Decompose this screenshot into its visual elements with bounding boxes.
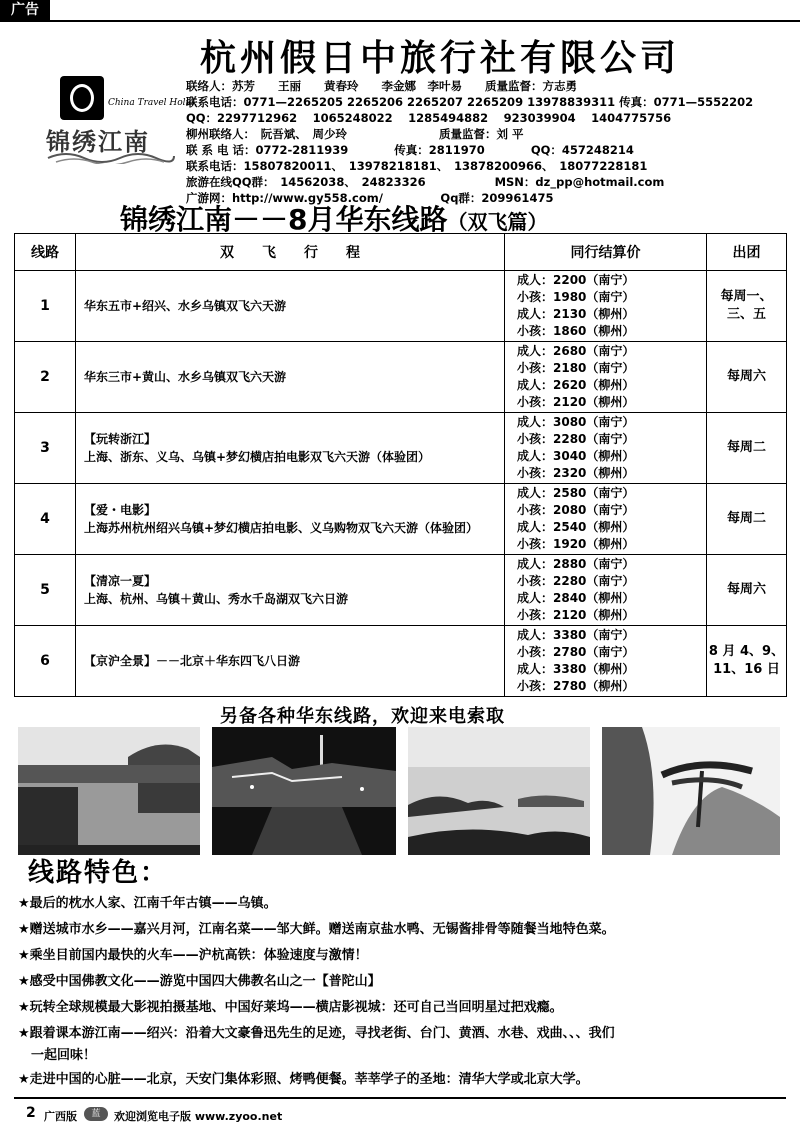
table-row xyxy=(15,555,787,626)
price-line: 成人：2540（柳州） xyxy=(517,520,635,534)
feature-item: 一起回味！ xyxy=(18,1048,97,1063)
route-number: 1 xyxy=(15,271,76,342)
company-name: 杭州假日中旅行社有限公司 xyxy=(200,38,681,79)
contact-line-1: 联络人：苏芳 王丽 黄春玲 李金娜 李叶易 质量监督：方志勇 xyxy=(186,79,577,93)
route-prices xyxy=(505,626,707,697)
price-line: 成人：2130（柳州） xyxy=(517,307,635,321)
logo-wave-icon xyxy=(46,150,176,164)
page-headline xyxy=(120,198,547,238)
header-departure: 出团 xyxy=(707,234,787,271)
route-prices xyxy=(505,271,707,342)
contact-line-5: 联 系 电 话：0772-2811939 传真：2811970 QQ：457248214 xyxy=(186,143,634,157)
price-line: 小孩：2780（柳州） xyxy=(517,679,635,693)
top-rule xyxy=(0,20,800,22)
contact-line-4: 柳州联络人： 阮吾斌、 周少玲 质量监督：刘 平 xyxy=(186,127,524,141)
price-line: 小孩：2780（南宁） xyxy=(517,645,635,659)
contact-line-6: 联系电话：15807820011、 13978218181、 13878200966、 18077228181 xyxy=(186,159,648,173)
route-itinerary: 华东三市+黄山、水乡乌镇双飞六天游 xyxy=(76,342,505,413)
ad-tag: 广告 xyxy=(0,0,50,20)
price-line: 成人：2840（柳州） xyxy=(517,591,635,605)
feature-item: ★感受中国佛教文化——游览中国四大佛教名山之一【普陀山】 xyxy=(18,974,381,989)
footer-rule xyxy=(14,1097,786,1099)
table-row xyxy=(15,342,787,413)
route-number: 6 xyxy=(15,626,76,697)
price-line: 成人：3040（柳州） xyxy=(517,449,635,463)
route-itinerary: 【清凉一夏】 上海、杭州、乌镇＋黄山、秀水千岛湖双飞六日游 xyxy=(76,555,505,626)
price-line: 小孩：1920（柳州） xyxy=(517,537,635,551)
route-number: 2 xyxy=(15,342,76,413)
table-header-row xyxy=(15,234,787,271)
page-number: 2 xyxy=(26,1105,36,1121)
table-row xyxy=(15,626,787,697)
edition-label: 广西版 xyxy=(44,1110,77,1123)
edition-badge: 蓝 xyxy=(84,1107,108,1121)
route-itinerary: 【京沪全景】－－北京＋华东四飞八日游 xyxy=(76,626,505,697)
more-routes-note: 另备各种华东线路，欢迎来电索取 xyxy=(220,706,505,727)
route-departure: 每周一、三、五 xyxy=(707,271,787,342)
contact-line-3: QQ：2297712962 1065248022 1285494882 923039904 1404775756 xyxy=(186,111,672,125)
price-line: 小孩：2120（柳州） xyxy=(517,608,635,622)
route-departure: 每周六 xyxy=(707,342,787,413)
price-line: 成人：2200（南宁） xyxy=(517,273,635,287)
table-row xyxy=(15,484,787,555)
route-itinerary: 华东五市+绍兴、水乡乌镇双飞六天游 xyxy=(76,271,505,342)
price-line: 成人：2880（南宁） xyxy=(517,557,635,571)
logo-english-text: China Travel Holid. xyxy=(108,98,198,108)
header-price: 同行结算价 xyxy=(505,234,707,271)
route-itinerary: 【爱・电影】 上海苏州杭州绍兴乌镇+梦幻横店拍电影、义乌购物双飞六天游（体验团） xyxy=(76,484,505,555)
route-prices xyxy=(505,413,707,484)
price-line: 成人：2620（柳州） xyxy=(517,378,635,392)
feature-item: ★赠送城市水乡——嘉兴月河，江南名菜——邹大鲜。赠送南京盐水鸭、无锡酱排骨等随餐当地特色菜。 xyxy=(18,922,615,937)
route-number: 5 xyxy=(15,555,76,626)
route-prices xyxy=(505,555,707,626)
route-prices xyxy=(505,342,707,413)
header-route-no: 线路 xyxy=(15,234,76,271)
feature-item: ★走进中国的心脏——北京，天安门集体彩照、烤鸭便餐。莘莘学子的圣地：清华大学或北京大学。 xyxy=(18,1072,589,1087)
table-row xyxy=(15,413,787,484)
route-departure: 每周六 xyxy=(707,555,787,626)
feature-item: ★玩转全球规模最大影视拍摄基地、中国好莱坞——横店影视城：还可自己当回明星过把戏瘾。 xyxy=(18,1000,563,1015)
price-line: 成人：3380（南宁） xyxy=(517,628,635,642)
thousand-island-lake-photo xyxy=(408,727,590,855)
price-line: 成人：2580（南宁） xyxy=(517,486,635,500)
feature-item: ★乘坐目前国内最快的火车——沪杭高铁：体验速度与激情！ xyxy=(18,948,368,963)
header-itinerary: 双 飞 行 程 xyxy=(76,234,505,271)
feature-item: ★最后的枕水人家、江南千年古镇——乌镇。 xyxy=(18,896,277,911)
headline-main: 锦绣江南－－8月华东线路 xyxy=(120,203,448,236)
headline-sub: （双飞篇） xyxy=(447,210,548,234)
price-line: 小孩：2280（南宁） xyxy=(517,574,635,588)
routes-table xyxy=(14,233,787,697)
price-line: 成人：2680（南宁） xyxy=(517,344,635,358)
route-number: 4 xyxy=(15,484,76,555)
price-line: 小孩：2120（柳州） xyxy=(517,395,635,409)
website-note: 欢迎浏览电子版 www.zyoo.net xyxy=(114,1110,283,1123)
route-departure: 每周二 xyxy=(707,484,787,555)
price-line: 小孩：2320（柳州） xyxy=(517,466,635,480)
price-line: 成人：3080（南宁） xyxy=(517,415,635,429)
route-departure: 8 月 4、9、 11、16 日 xyxy=(707,626,787,697)
night-canal-photo xyxy=(212,727,396,855)
features-title: 线路特色： xyxy=(28,858,169,888)
logo-chinese-text: 锦绣江南 xyxy=(46,127,150,156)
price-line: 小孩：2180（南宁） xyxy=(517,361,635,375)
route-prices xyxy=(505,484,707,555)
contact-line-8: 广游网：http://www.gy558.com/ Qq群：209961475 xyxy=(186,191,554,205)
price-line: 小孩：1980（南宁） xyxy=(517,290,635,304)
route-itinerary: 【玩转浙江】 上海、浙东、义乌、乌镇+梦幻横店拍电影双飞六天游（体验团） xyxy=(76,413,505,484)
price-line: 小孩：2280（南宁） xyxy=(517,432,635,446)
company-logo-icon xyxy=(60,76,104,120)
huangshan-pine-photo xyxy=(602,727,780,855)
water-town-photo xyxy=(18,727,200,855)
contact-line-7: 旅游在线QQ群： 14562038、 24823326 MSN：dz_pp@hotmail.com xyxy=(186,175,665,189)
price-line: 小孩：2080（南宁） xyxy=(517,503,635,517)
feature-item: ★跟着课本游江南——绍兴：沿着大文豪鲁迅先生的足迹，寻找老街、台门、黄酒、水巷、戏曲、、、我们 xyxy=(18,1026,615,1041)
route-departure: 每周二 xyxy=(707,413,787,484)
table-row xyxy=(15,271,787,342)
price-line: 小孩：1860（柳州） xyxy=(517,324,635,338)
contact-line-2: 联系电话：0771—2265205 2265206 2265207 2265209 13978839311 传真：0771—5552202 xyxy=(186,95,754,109)
price-line: 成人：3380（柳州） xyxy=(517,662,635,676)
route-number: 3 xyxy=(15,413,76,484)
